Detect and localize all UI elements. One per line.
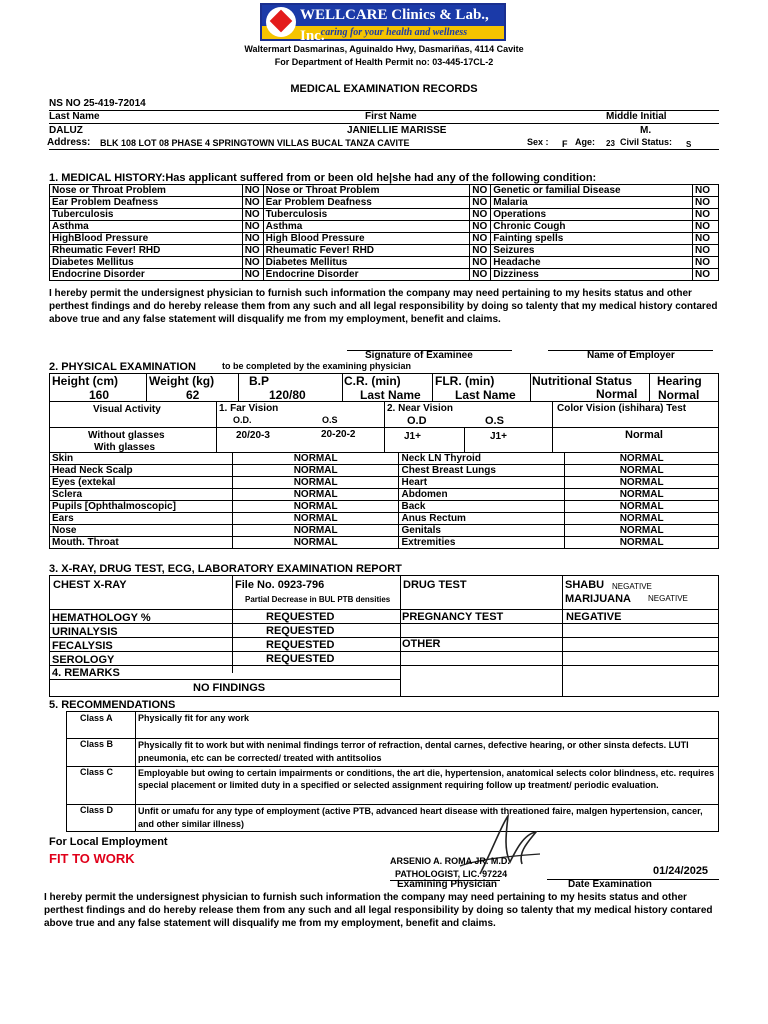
- permit-number: For Department of Health Permit no: 03-445-17CL-2: [274, 57, 494, 67]
- condition-name: Diabetes Mellitus: [50, 257, 243, 269]
- nutritional-status-label: Nutritional Status: [532, 374, 633, 388]
- history-row: [50, 233, 719, 245]
- ns-number: NS NO 25-419-72014: [49, 98, 146, 109]
- condition-answer: NO: [470, 257, 491, 269]
- drug-test-label: DRUG TEST: [403, 579, 467, 591]
- condition-answer: NO: [692, 257, 718, 269]
- condition-answer: NO: [242, 269, 263, 281]
- exam-row: [50, 525, 719, 537]
- condition-answer: NO: [692, 233, 718, 245]
- condition-answer: NO: [692, 185, 718, 197]
- recommendations-box: [66, 711, 719, 832]
- condition-name: Seizures: [491, 245, 693, 257]
- civil-status-label: Civil Status:: [620, 137, 673, 147]
- condition-answer: NO: [692, 209, 718, 221]
- class-b-text: Physically fit to work but with nenimal findings terror of refraction, dental carnes, defective hearing, or other sinsta defects. LUTI pneumonia, etc can be corrected/ treated with antitsolios: [138, 740, 689, 763]
- far-vision-label: 1. Far Vision: [219, 403, 279, 414]
- bp-label: B.P: [249, 374, 270, 388]
- exam-result: NORMAL: [232, 501, 399, 513]
- exam-item: Abdomen: [399, 489, 565, 501]
- xray-file-number: File No. 0923-796: [235, 579, 325, 591]
- exam-result: NORMAL: [232, 489, 399, 501]
- far-os-value: 20-20-2: [321, 429, 356, 440]
- exam-result: NORMAL: [232, 465, 399, 477]
- condition-answer: NO: [470, 209, 491, 221]
- history-row: [50, 269, 719, 281]
- condition-name: Ear Problem Deafness: [263, 197, 470, 209]
- condition-name: Rheumatic Fever! RHD: [50, 245, 243, 257]
- condition-name: Nose or Throat Problem: [263, 185, 470, 197]
- condition-name: Fainting spells: [491, 233, 693, 245]
- weight-label: Weight (kg): [149, 374, 215, 388]
- shabu-label: SHABU: [565, 579, 605, 591]
- far-os-label: O.S: [322, 415, 338, 425]
- condition-name: Asthma: [50, 221, 243, 233]
- class-d-text: Unfit or umafu for any type of employment (active PTB, advanced heart disease with threationed faire, malgen hypertension, cancer, and other similar illness): [138, 806, 703, 829]
- exam-table: [49, 452, 719, 549]
- condition-name: Operations: [491, 209, 693, 221]
- height-label: Height (cm): [52, 374, 118, 388]
- exam-item: Mouth. Throat: [50, 537, 233, 549]
- class-b-label: Class B: [80, 739, 114, 749]
- history-row: [50, 257, 719, 269]
- exam-item: Nose: [50, 525, 233, 537]
- visual-activity-label: Visual Activity: [93, 404, 161, 415]
- exam-result: NORMAL: [565, 465, 719, 477]
- exam-item: Skin: [50, 453, 233, 465]
- condition-name: Dizziness: [491, 269, 693, 281]
- fit-to-work-status: FIT TO WORK: [49, 851, 135, 866]
- condition-answer: NO: [692, 221, 718, 233]
- age-value: 23: [606, 139, 615, 148]
- condition-answer: NO: [242, 233, 263, 245]
- local-employment-label: For Local Employment: [49, 836, 168, 848]
- exam-row: [50, 465, 719, 477]
- condition-name: Genetic or familial Disease: [491, 185, 693, 197]
- exam-item: Eyes (extekal: [50, 477, 233, 489]
- hearing-label: Hearing: [657, 374, 702, 388]
- vitals-box: [49, 373, 719, 402]
- history-row: [50, 197, 719, 209]
- physician-name: ARSENIO A. ROMA JR. M.D.: [390, 856, 510, 866]
- last-name-value: DALUZ: [49, 125, 83, 136]
- exam-result: NORMAL: [565, 453, 719, 465]
- exam-result: NORMAL: [565, 489, 719, 501]
- class-c-text: Employable but owing to certain impairments or conditions, the art die, hypertension, anatomical selects color blindness, etc. requires special placement or limited duty in a specified or selected assignment requiring follow up treatment/ periodic evaluation.: [138, 768, 715, 790]
- history-heading: 1. MEDICAL HISTORY:Has applicant suffered from or been old he|she had any of the following condition:: [49, 172, 597, 184]
- condition-name: Malaria: [491, 197, 693, 209]
- condition-name: Nose or Throat Problem: [50, 185, 243, 197]
- date-examination-label: Date Examination: [568, 879, 652, 890]
- footer-consent: I hereby permit the undersignest physician to furnish such information the company may need pertaining to my hesits status and other perthest findings and do hereby release them from any such and all legal responsibility by doing so talenty that my medical history contared above true and any false statement will disqualify me from my employment, benefit and claims.: [44, 892, 713, 929]
- exam-result: NORMAL: [232, 453, 399, 465]
- exam-item: Anus Rectum: [399, 513, 565, 525]
- recommendations-heading: 5. RECOMMENDATIONS: [49, 699, 176, 711]
- condition-name: Diabetes Mellitus: [263, 257, 470, 269]
- cr-label: C.R. (min): [344, 374, 401, 388]
- far-od-label: O.D.: [233, 415, 252, 425]
- condition-answer: NO: [242, 185, 263, 197]
- condition-name: High Blood Pressure: [263, 233, 470, 245]
- exam-item: Ears: [50, 513, 233, 525]
- exam-item: Head Neck Scalp: [50, 465, 233, 477]
- condition-answer: NO: [242, 197, 263, 209]
- examinee-signature-label: Signature of Examinee: [365, 350, 473, 361]
- exam-row: [50, 453, 719, 465]
- condition-answer: NO: [470, 245, 491, 257]
- condition-answer: NO: [242, 245, 263, 257]
- exam-item: Chest Breast Lungs: [399, 465, 565, 477]
- history-row: [50, 209, 719, 221]
- middle-initial-value: M.: [640, 125, 652, 136]
- condition-answer: NO: [242, 221, 263, 233]
- color-vision-label: Color Vision (ishihara) Test: [557, 403, 687, 414]
- civil-status-value: S: [686, 140, 692, 149]
- condition-answer: NO: [470, 221, 491, 233]
- physical-heading: 2. PHYSICAL EXAMINATION: [49, 361, 196, 373]
- history-row: [50, 245, 719, 257]
- far-od-value: 20/20-3: [236, 430, 270, 441]
- hematology-value: REQUESTED: [266, 611, 335, 623]
- exam-result: NORMAL: [232, 513, 399, 525]
- last-name-label: Last Name: [49, 111, 100, 122]
- urinalysis-label: URINALYSIS: [52, 626, 118, 638]
- employer-name-label: Name of Employer: [587, 350, 675, 361]
- condition-name: Headache: [491, 257, 693, 269]
- first-name-label: First Name: [365, 111, 417, 122]
- pregnancy-test-value: NEGATIVE: [566, 611, 622, 623]
- serology-value: REQUESTED: [266, 653, 335, 665]
- other-label: OTHER: [402, 638, 441, 650]
- history-row: [50, 185, 719, 197]
- marijuana-label: MARIJUANA: [565, 593, 631, 605]
- sex-label: Sex :: [527, 137, 549, 147]
- flr-sub: Last Name: [455, 388, 516, 402]
- history-consent: I hereby permit the undersignest physician to furnish such information the company may need pertaining to my hesits status and other perthest findings and do hereby release them from any such and all legal responsibility by doing so talenty that my medical history contared above true and any false statement will disqualify me from my employment, benefit and claims.: [49, 288, 718, 325]
- condition-name: Endocrine Disorder: [50, 269, 243, 281]
- condition-name: Endocrine Disorder: [263, 269, 470, 281]
- exam-result: NORMAL: [232, 537, 399, 549]
- logo-title: WELLCARE Clinics & Lab., Inc.: [262, 5, 504, 26]
- urinalysis-value: REQUESTED: [266, 625, 335, 637]
- class-a-text: Physically fit for any work: [138, 713, 250, 723]
- exam-item: Back: [399, 501, 565, 513]
- logo-tagline: caring for your health and wellness: [320, 27, 468, 38]
- near-vision-label: 2. Near Vision: [387, 403, 453, 414]
- page-title: MEDICAL EXAMINATION RECORDS: [290, 83, 478, 95]
- heart-logo-icon: [266, 7, 296, 37]
- class-d-label: Class D: [80, 805, 114, 815]
- condition-answer: NO: [692, 245, 718, 257]
- address-label: Address:: [47, 137, 91, 148]
- weight-value: 62: [186, 388, 200, 402]
- condition-answer: NO: [470, 233, 491, 245]
- condition-name: Asthma: [263, 221, 470, 233]
- shabu-value: NEGATIVE: [612, 582, 652, 591]
- history-table: [49, 184, 719, 281]
- condition-answer: NO: [692, 269, 718, 281]
- exam-result: NORMAL: [565, 501, 719, 513]
- lab-box: [49, 575, 719, 697]
- remarks-label: 4. REMARKS: [52, 667, 120, 679]
- exam-item: Sclera: [50, 489, 233, 501]
- near-os-value: J1+: [490, 431, 507, 442]
- serology-label: SEROLOGY: [52, 654, 115, 666]
- hearing-value: Normal: [658, 388, 700, 402]
- xray-finding: Partial Decrease in BUL PTB densities: [245, 595, 391, 604]
- exam-row: [50, 513, 719, 525]
- condition-answer: NO: [470, 269, 491, 281]
- hematology-label: HEMATHOLOGY %: [52, 612, 151, 624]
- exam-item: Neck LN Thyroid: [399, 453, 565, 465]
- without-glasses-label: Without glasses: [88, 430, 165, 441]
- condition-name: Tuberculosis: [50, 209, 243, 221]
- exam-result: NORMAL: [565, 477, 719, 489]
- physician-license: PATHOLOGIST, LIC. 97224: [395, 869, 508, 879]
- vision-box: [49, 401, 719, 453]
- clinic-logo: [260, 3, 506, 44]
- cr-sub: Last Name: [360, 388, 421, 402]
- lab-heading: 3. X-RAY, DRUG TEST, ECG, LABORATORY EXAMINATION REPORT: [49, 563, 402, 575]
- marijuana-value: NEGATIVE: [648, 594, 688, 603]
- examining-physician-label: Examining Physician: [397, 879, 498, 890]
- condition-name: Chronic Cough: [491, 221, 693, 233]
- condition-name: Rheumatic Fever! RHD: [263, 245, 470, 257]
- near-os-label: O.S: [485, 415, 504, 427]
- remarks-value: NO FINDINGS: [193, 682, 266, 694]
- fecalysis-value: REQUESTED: [266, 639, 335, 651]
- clinic-address: Waltermart Dasmarinas, Aguinaldo Hwy, Dasmariñas, 4114 Cavite: [244, 44, 524, 54]
- flr-label: FLR. (min): [435, 374, 495, 388]
- history-row: [50, 221, 719, 233]
- pregnancy-test-label: PREGNANCY TEST: [402, 611, 504, 623]
- exam-result: NORMAL: [232, 525, 399, 537]
- exam-item: Genitals: [399, 525, 565, 537]
- condition-answer: NO: [470, 185, 491, 197]
- class-c-label: Class C: [80, 767, 114, 777]
- exam-result: NORMAL: [565, 525, 719, 537]
- class-a-label: Class A: [80, 713, 113, 723]
- near-od-label: O.D: [407, 415, 427, 427]
- condition-answer: NO: [242, 209, 263, 221]
- middle-initial-label: Middle Initial: [606, 111, 667, 122]
- exam-item: Pupils [Ophthalmoscopic]: [50, 501, 233, 513]
- sex-value: F: [562, 139, 568, 149]
- condition-answer: NO: [242, 257, 263, 269]
- age-label: Age:: [575, 137, 595, 147]
- color-vision-value: Normal: [625, 429, 663, 441]
- exam-item: Extremities: [399, 537, 565, 549]
- condition-name: Ear Problem Deafness: [50, 197, 243, 209]
- near-od-value: J1+: [404, 431, 421, 442]
- bp-value: 120/80: [269, 388, 306, 402]
- exam-item: Heart: [399, 477, 565, 489]
- condition-name: Tuberculosis: [263, 209, 470, 221]
- condition-name: HighBlood Pressure: [50, 233, 243, 245]
- condition-answer: NO: [470, 197, 491, 209]
- exam-result: NORMAL: [565, 513, 719, 525]
- exam-result: NORMAL: [565, 537, 719, 549]
- physical-subheading: to be completed by the examining physician: [222, 361, 412, 371]
- exam-row: [50, 537, 719, 549]
- address-value: BLK 108 LOT 08 PHASE 4 SPRINGTOWN VILLAS BUCAL TANZA CAVITE: [100, 138, 410, 148]
- exam-date: 01/24/2025: [653, 865, 709, 877]
- first-name-value: JANIELLIE MARISSE: [347, 125, 447, 136]
- exam-row: [50, 501, 719, 513]
- height-value: 160: [89, 388, 110, 402]
- condition-answer: NO: [692, 197, 718, 209]
- fecalysis-label: FECALYSIS: [52, 640, 113, 652]
- exam-row: [50, 489, 719, 501]
- with-glasses-label: With glasses: [94, 442, 156, 453]
- exam-result: NORMAL: [232, 477, 399, 489]
- nutritional-status-value: Normal: [596, 387, 638, 401]
- exam-row: [50, 477, 719, 489]
- chest-xray-label: CHEST X-RAY: [53, 579, 127, 591]
